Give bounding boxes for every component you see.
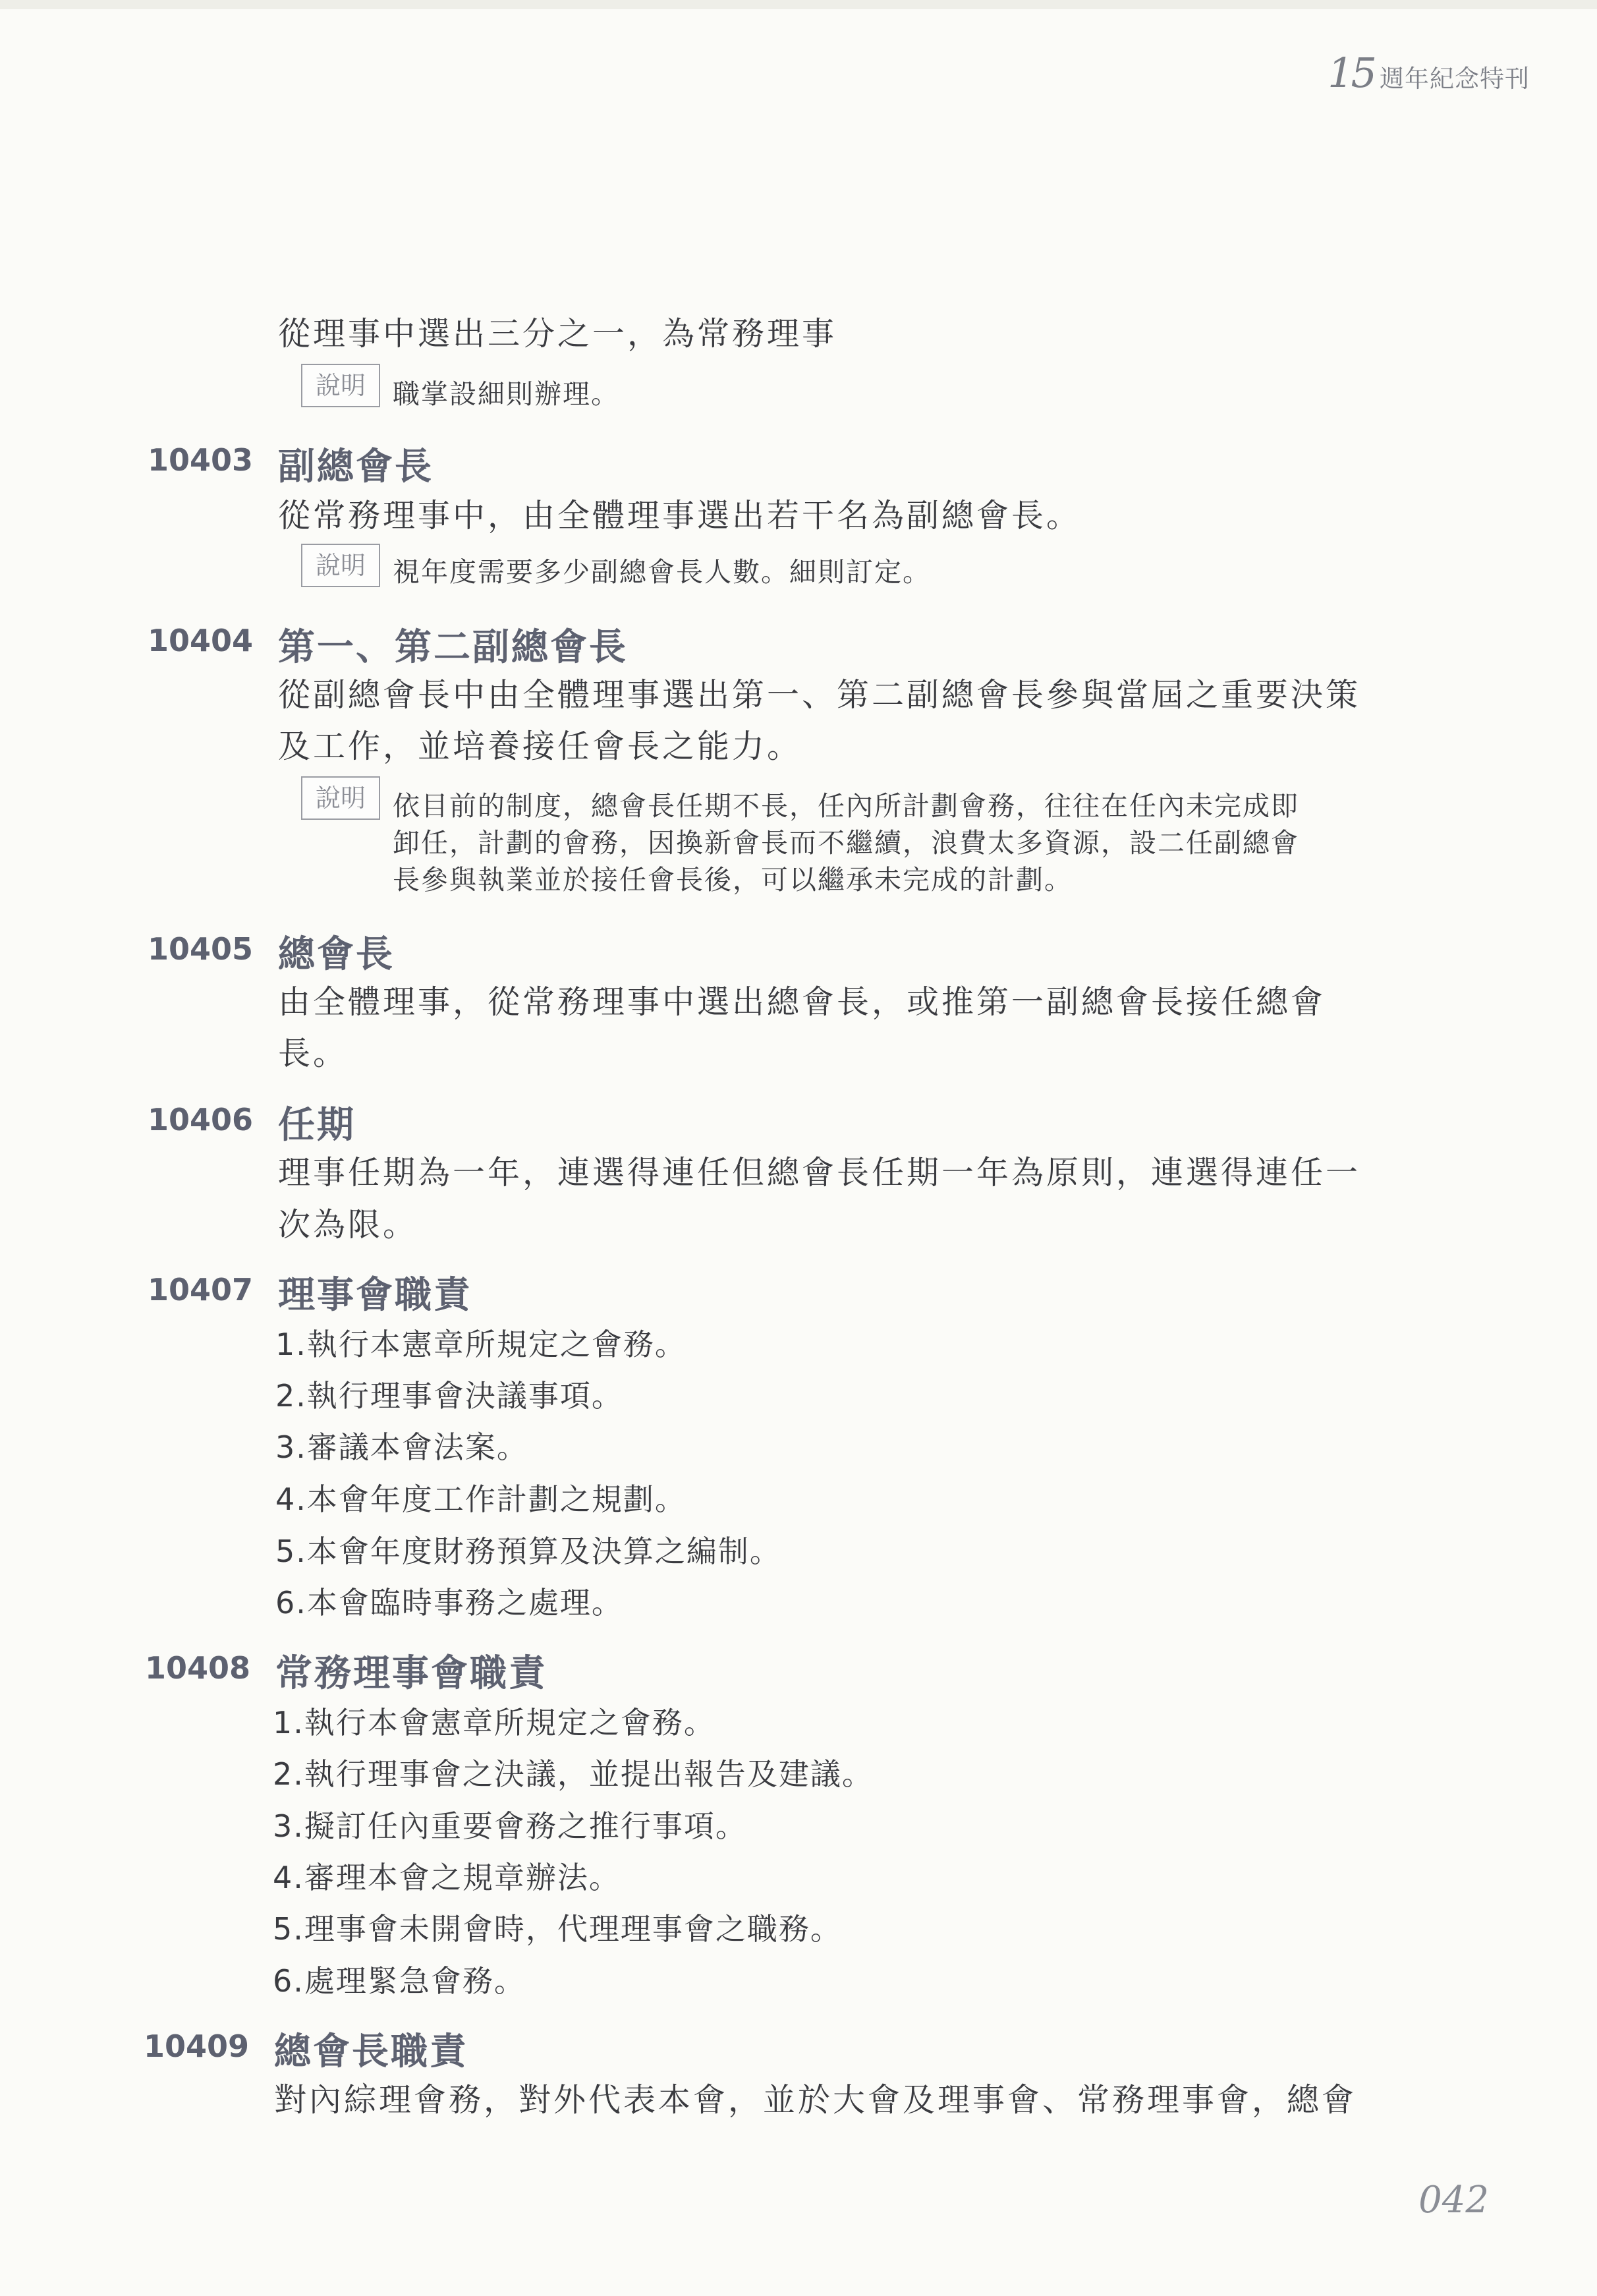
article-code: 10404: [148, 623, 254, 658]
article-note-line: 視年度需要多少副總會長人數。細則訂定。: [393, 556, 931, 588]
intro-note: 職掌設細則辦理。: [393, 378, 619, 410]
intro-text: 從理事中選出三分之一，為常務理事: [278, 315, 837, 353]
article-code: 10407: [148, 1272, 254, 1307]
anniversary-number: 15: [1328, 49, 1374, 97]
list-item: 1.執行本憲章所規定之會務。: [275, 1327, 686, 1362]
list-item: 3.擬訂任內重要會務之推行事項。: [273, 1808, 747, 1844]
article-body-line: 從常務理事中，由全體理事選出若干名為副總會長。: [278, 497, 1082, 534]
article-note-line: 卸任，計劃的會務，因換新會長而不繼續，浪費太多資源，設二任副總會: [393, 827, 1299, 859]
article-code: 10406: [148, 1102, 254, 1137]
article-body-line: 長。: [278, 1035, 349, 1072]
publication-title: 週年紀念特刊: [1380, 65, 1530, 93]
list-item: 2.執行理事會決議事項。: [275, 1378, 623, 1414]
page-top-edge: [0, 0, 1597, 9]
article-title: 總會長: [278, 933, 395, 976]
article-note-line: 長參與執業並於接任會長後，可以繼承未完成的計劃。: [393, 864, 1073, 896]
list-item: 2.執行理事會之決議，並提出報告及建議。: [273, 1756, 874, 1792]
list-item: 3.審議本會法案。: [275, 1429, 528, 1465]
article-title: 任期: [278, 1104, 356, 1147]
article-code: 10403: [148, 442, 254, 478]
article-title: 第一、第二副總會長: [278, 626, 628, 669]
list-item: 1.執行本會憲章所規定之會務。: [273, 1705, 715, 1740]
page-header: [1328, 49, 1530, 97]
article-title: 副總會長: [278, 445, 434, 488]
article-title: 總會長職責: [274, 2030, 468, 2073]
list-item: 4.審理本會之規章辦法。: [273, 1860, 621, 1895]
article-body-line: 對內綜理會務，對外代表本會，並於大會及理事會、常務理事會，總會: [274, 2081, 1357, 2119]
article-body-line: 次為限。: [278, 1206, 418, 1244]
page-number: 042: [1418, 2179, 1489, 2222]
article-code: 10409: [144, 2028, 250, 2064]
article-title: 理事會職責: [278, 1274, 472, 1317]
note-badge: 說明: [301, 364, 380, 407]
article-body-line: 及工作，並培養接任會長之能力。: [278, 728, 802, 765]
article-code: 10408: [145, 1650, 251, 1686]
article-body-line: 從副總會長中由全體理事選出第一、第二副總會長參與當屆之重要決策: [278, 676, 1361, 714]
article-note-line: 依目前的制度，總會長任期不長，任內所計劃會務，往往在任內未完成即: [393, 790, 1299, 822]
article-code: 10405: [148, 931, 254, 967]
article-title: 常務理事會職責: [275, 1652, 547, 1695]
note-badge: 說明: [301, 544, 380, 587]
article-body-line: 理事任期為一年，連選得連任但總會長任期一年為原則，連選得連任一: [278, 1154, 1361, 1191]
list-item: 6.本會臨時事務之處理。: [275, 1585, 623, 1621]
list-item: 6.處理緊急會務。: [273, 1963, 526, 1999]
list-item: 5.理事會未開會時，代理理事會之職務。: [273, 1911, 842, 1947]
article-body-line: 由全體理事，從常務理事中選出總會長，或推第一副總會長接任總會: [278, 983, 1326, 1021]
note-badge: 說明: [301, 776, 380, 820]
list-item: 4.本會年度工作計劃之規劃。: [275, 1481, 686, 1517]
list-item: 5.本會年度財務預算及決算之編制。: [275, 1534, 781, 1569]
